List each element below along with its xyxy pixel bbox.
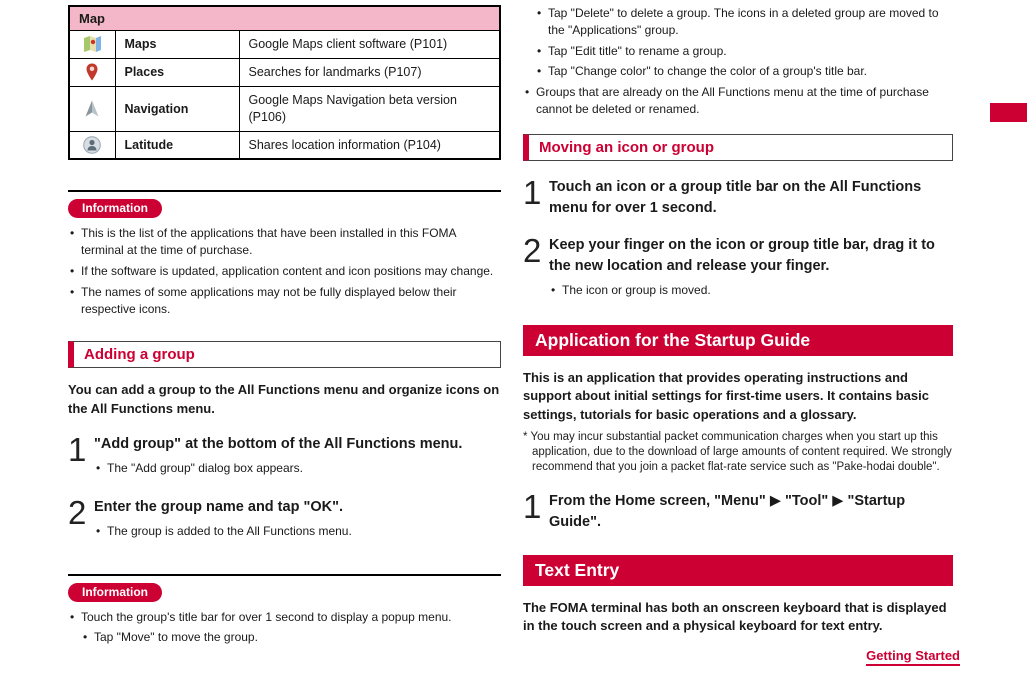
continuation-list [523,84,953,118]
section-banner-startup-guide: Application for the Startup Guide [523,325,953,356]
table-header-map: Map [69,6,500,31]
app-name: Places [115,58,239,86]
app-description: Shares location information (P104) [239,131,500,159]
table-row [69,86,500,131]
list-item: • Touch the group's title bar for over 1 second to display a popup menu. • Tap "Move" to move the group. [68,609,501,646]
table-row [69,131,500,159]
step-text: Keep your finger on the icon or group title bar, drag it to the new location and release your finger. [549,236,935,274]
info-bullet-list [68,609,501,646]
step-text: "Add group" at the bottom of the All Functions menu. [94,436,463,453]
app-name: Maps [115,31,239,59]
information-badge: Information [68,199,162,218]
section-heading-adding-a-group [68,341,501,368]
information-block [68,574,501,646]
app-name: Latitude [115,131,239,159]
left-column [68,5,501,649]
list-item: • Tap "Move" to move the group. [81,629,501,646]
app-description: Google Maps Navigation beta version (P106) [239,86,500,131]
step-1-open-startup-guide [523,487,953,533]
step-number: 2 [68,494,87,532]
step-sub-list [94,523,501,540]
info-bullet-list [68,225,501,317]
app-description: Google Maps client software (P101) [239,31,500,59]
information-badge: Information [68,583,162,602]
table-row [69,31,500,59]
step-number: 1 [523,487,542,525]
step-sub-list [549,282,953,299]
section-title: Adding a group [84,346,195,364]
latitude-icon [82,136,102,153]
step-1-add-group [68,431,501,481]
page-edge-tab [990,103,1027,122]
step-number: 2 [523,231,542,269]
step-text: Enter the group name and tap "OK". [94,499,343,516]
list-item: • Tap "Change color" to change the color of a group's title bar. [535,63,953,80]
navigation-icon [82,100,102,117]
table-header-row [69,6,500,31]
step-1-touch-icon [523,173,953,219]
app-name: Navigation [115,86,239,131]
step-text: From the Home screen, "Menu" ▶ "Tool" ▶ "Startup Guide". [549,492,906,530]
list-item: • The names of some applications may not be fully displayed below their respective icons. [68,284,501,318]
section-title: Moving an icon or group [539,138,714,156]
app-description: Searches for landmarks (P107) [239,58,500,86]
getting-started-link[interactable]: Getting Started [866,648,960,666]
information-block [68,190,501,317]
maps-icon [82,36,102,53]
step-number: 1 [523,173,542,211]
nested-list [81,629,501,646]
app-icon-cell [69,58,115,86]
right-column [523,5,953,649]
continuation-sub-list [523,5,953,80]
section-intro: You can add a group to the All Functions menu and organize icons on the All Functions menu. [68,382,500,416]
list-item: • Tap "Edit title" to rename a group. [535,43,953,60]
step-number: 1 [68,431,87,469]
divider [68,190,501,192]
map-applications-table [68,5,501,160]
app-icon-cell [69,31,115,59]
step-text: Touch an icon or a group title bar on the All Functions menu for over 1 second. [549,178,922,216]
list-item: • Groups that are already on the All Functions menu at the time of purchase cannot be deleted or renamed. [523,84,953,118]
step-2-drag-icon [523,231,953,303]
app-icon-cell [69,86,115,131]
places-icon [82,64,102,81]
list-item: • The group is added to the All Functions menu. [94,523,501,540]
app-icon-cell [69,131,115,159]
list-item: • The "Add group" dialog box appears. [94,460,501,477]
section-heading-moving-an-icon-or-group [523,134,953,161]
step-sub-list [94,460,501,477]
packet-charge-note: * You may incur substantial packet communication charges when you start up this application, due to the download of large amounts of content required. We strongly recommend that you join a packet flat-rate service such as "Pake-hodai double". [523,431,952,473]
section-banner-text-entry: Text Entry [523,555,953,586]
section-intro: This is an application that provides operating instructions and support about initial settings for first-time users. It contains basic settings, tutorials for basic operations and a glossary. [523,369,929,422]
section-intro: The FOMA terminal has both an onscreen keyboard that is displayed in the touch screen and a physical keyboard for text entry. [523,599,947,634]
list-item: • Tap "Delete" to delete a group. The icons in a deleted group are moved to the "Applications" group. [535,5,953,39]
step-2-enter-group-name [68,494,501,544]
divider [68,574,501,576]
table-row [69,58,500,86]
list-item: • If the software is updated, application content and icon positions may change. [68,263,501,280]
list-item: • This is the list of the applications that have been installed in this FOMA terminal at the time of purchase. [68,225,501,259]
list-item: • The icon or group is moved. [549,282,953,299]
